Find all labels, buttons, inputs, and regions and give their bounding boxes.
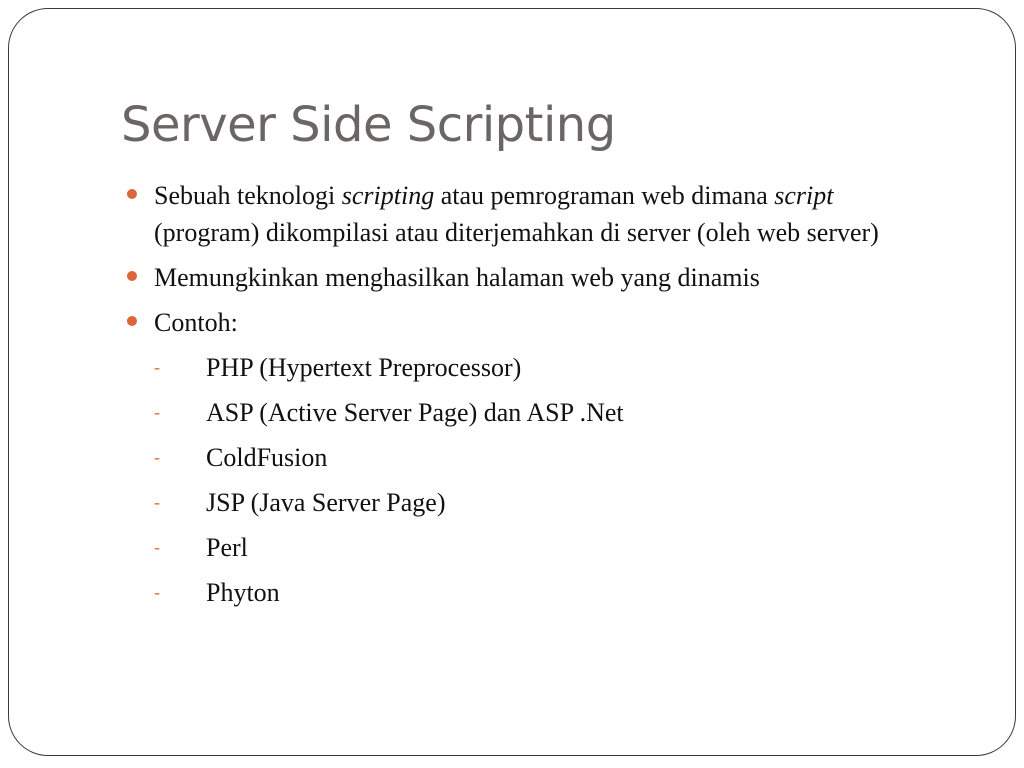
bullet-text-italic: script — [774, 181, 834, 210]
bullet-text-part: (program) dikompilasi atau diterjemahkan di server (oleh web server) — [154, 218, 879, 247]
sublist-item-text: Phyton — [206, 578, 280, 607]
sublist-item-text: JSP (Java Server Page) — [206, 488, 446, 517]
bullet-text-italic: scripting — [341, 181, 435, 210]
bullet-text: Memungkinkan menghasilkan halaman web yang dinamis — [154, 263, 760, 292]
sublist-item — [127, 394, 927, 431]
dash-marker-icon: - — [154, 582, 160, 602]
sublist-item — [127, 439, 927, 476]
sublist-item-text: Perl — [206, 533, 248, 562]
dash-marker-icon: - — [154, 537, 160, 557]
bullet-item-dynamic — [127, 259, 927, 296]
slide-title: Server Side Scripting — [121, 97, 616, 153]
dash-marker-icon: - — [154, 492, 160, 512]
sublist-item-text: PHP (Hypertext Preprocessor) — [206, 353, 522, 382]
dash-marker-icon: - — [154, 447, 160, 467]
slide-content — [127, 177, 927, 619]
sublist-item — [127, 529, 927, 566]
bullet-text: Contoh: — [154, 308, 238, 337]
bullet-dot-icon — [127, 316, 137, 326]
bullet-dot-icon — [127, 189, 137, 199]
slide-frame — [8, 8, 1016, 756]
dash-marker-icon: - — [154, 357, 160, 377]
sublist-item-text: ColdFusion — [206, 443, 328, 472]
examples-sublist — [127, 349, 927, 611]
bullet-text-part: atau pemrograman web dimana — [434, 181, 775, 210]
dash-marker-icon: - — [154, 402, 160, 422]
sublist-item — [127, 349, 927, 386]
sublist-item-text: ASP (Active Server Page) dan ASP .Net — [206, 398, 624, 427]
bullet-text-part: Sebuah teknologi — [154, 181, 342, 210]
bullet-item-definition — [127, 177, 927, 251]
bullet-item-examples — [127, 304, 927, 341]
sublist-item — [127, 574, 927, 611]
bullet-dot-icon — [127, 271, 137, 281]
sublist-item — [127, 484, 927, 521]
